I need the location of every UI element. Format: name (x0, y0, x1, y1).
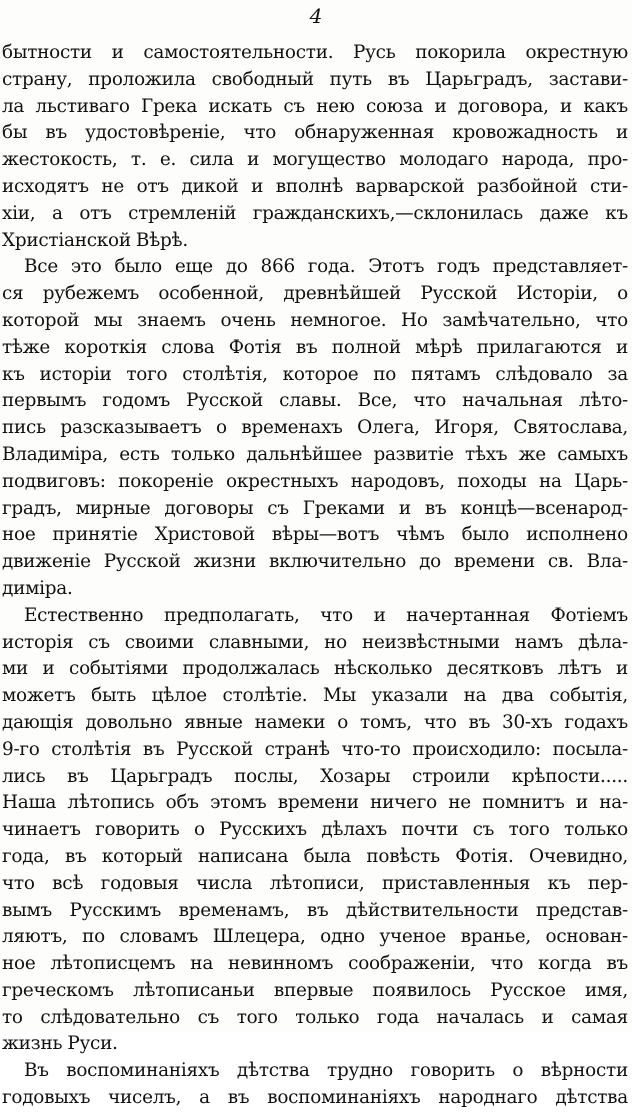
page-number: 4 (309, 4, 323, 28)
text-line: первымъ годомъ Русской славы. Все, что начальная лѣто- (2, 390, 628, 412)
text-line: къ исторіи того столѣтія, которое по пятамъ слѣдовало за (2, 363, 628, 385)
text-line: дающія довольно явные намеки о томъ, что въ 30-хъ годахъ (2, 711, 628, 733)
text-line: бы въ удостовѣреніе, что обнаруженная кровожадность и (2, 122, 628, 144)
text-line: тѣже короткія слова Фотія въ полной мѣрѣ прилагаются и (2, 336, 628, 358)
text-line: исходятъ не отъ дикой и вполнѣ варварской разбойной сти- (2, 175, 628, 197)
text-line: 9-го столѣтія въ Русской странѣ что-то происходило: посыла- (2, 738, 628, 760)
text-line: лись въ Царьградъ послы, Хозары строили крѣпости..... (2, 765, 628, 787)
text-line: что всѣ годовыя числа лѣтописи, приставленныя къ пер- (2, 872, 628, 894)
text-line: годовыхъ чиселъ, а въ воспоминаніяхъ народнаго дѣтства (2, 1087, 628, 1109)
text-line: Христіанской Вѣрѣ. (2, 229, 188, 251)
text-line: ся рубежемъ особенной, древнѣйшей Русской Исторіи, о (2, 283, 628, 305)
text-line: пись разсказываетъ о временахъ Олега, Игоря, Святослава, (2, 417, 628, 439)
text-line: чинаетъ говорить о Русскихъ дѣлахъ почти съ того только (2, 819, 628, 841)
text-line: Наша лѣтопись объ этомъ времени ничего не помнитъ и на- (2, 792, 628, 814)
text-line: греческомъ лѣтописаньи впервые появилось Русское имя, (2, 979, 628, 1001)
text-line: вымъ Русскимъ временамъ, въ дѣйствительности представ- (2, 899, 628, 921)
text-line: которой мы знаемъ очень немногое. Но замѣчательно, что (2, 309, 628, 331)
text-line: подвиговъ: покореніе окрестныхъ народовъ, походы на Царь- (2, 470, 628, 492)
text-line: бытности и самостоятельности. Русь покорила окрестную (2, 42, 628, 63)
text-line: диміра. (2, 577, 73, 599)
text-line: ляютъ, по словамъ Шлецера, одно ученое вранье, основан- (2, 926, 628, 948)
text-line: ное принятіе Христовой вѣры—вотъ чѣмъ было исполнено (2, 524, 628, 546)
text-line: Все это было еще до 866 года. Этотъ годъ представляет- (24, 256, 628, 278)
text-line: Въ воспоминаніяхъ дѣтства трудно говорить о вѣрности (24, 1060, 628, 1082)
body-text (0, 40, 632, 1112)
text-line: градъ, мирные договоры съ Греками и въ концѣ—всенарод- (2, 497, 628, 519)
text-line: ла льстиваго Грека искать съ нею союза и договора, и какъ (2, 95, 628, 117)
text-line: исторія съ своими славными, но неизвѣстными намъ дѣла- (2, 631, 628, 653)
text-line: жизнь Руси. (2, 1033, 118, 1055)
text-line: хіи, а отъ стремленій гражданскихъ,—склонилась даже къ (2, 202, 628, 224)
text-line: Естественно предполагать, что и начертанная Фотіемъ (24, 604, 628, 626)
text-line: движеніе Русской жизни включительно до времени св. Вла- (2, 551, 628, 573)
text-line: ми и событіями продолжалась нѣсколько десятковъ лѣтъ и (2, 658, 628, 680)
text-line: ное лѣтописцемъ на невинномъ соображеніи, что когда въ (2, 953, 628, 975)
text-line: страну, проложила свободный путь въ Царьградъ, застави- (2, 68, 628, 90)
text-line: жестокость, т. е. сила и могущество молодаго народа, про- (2, 149, 628, 171)
text-line: Владиміра, есть только дальнѣйшее развитіе тѣхъ же самыхъ (2, 443, 628, 465)
text-line: года, въ который написана была повѣсть Фотія. Очевидно, (2, 845, 628, 867)
text-line: можетъ быть цѣлое столѣтіе. Мы указали на два событія, (2, 685, 628, 707)
text-line: то слѣдовательно съ того только года началась и самая (2, 1006, 628, 1028)
